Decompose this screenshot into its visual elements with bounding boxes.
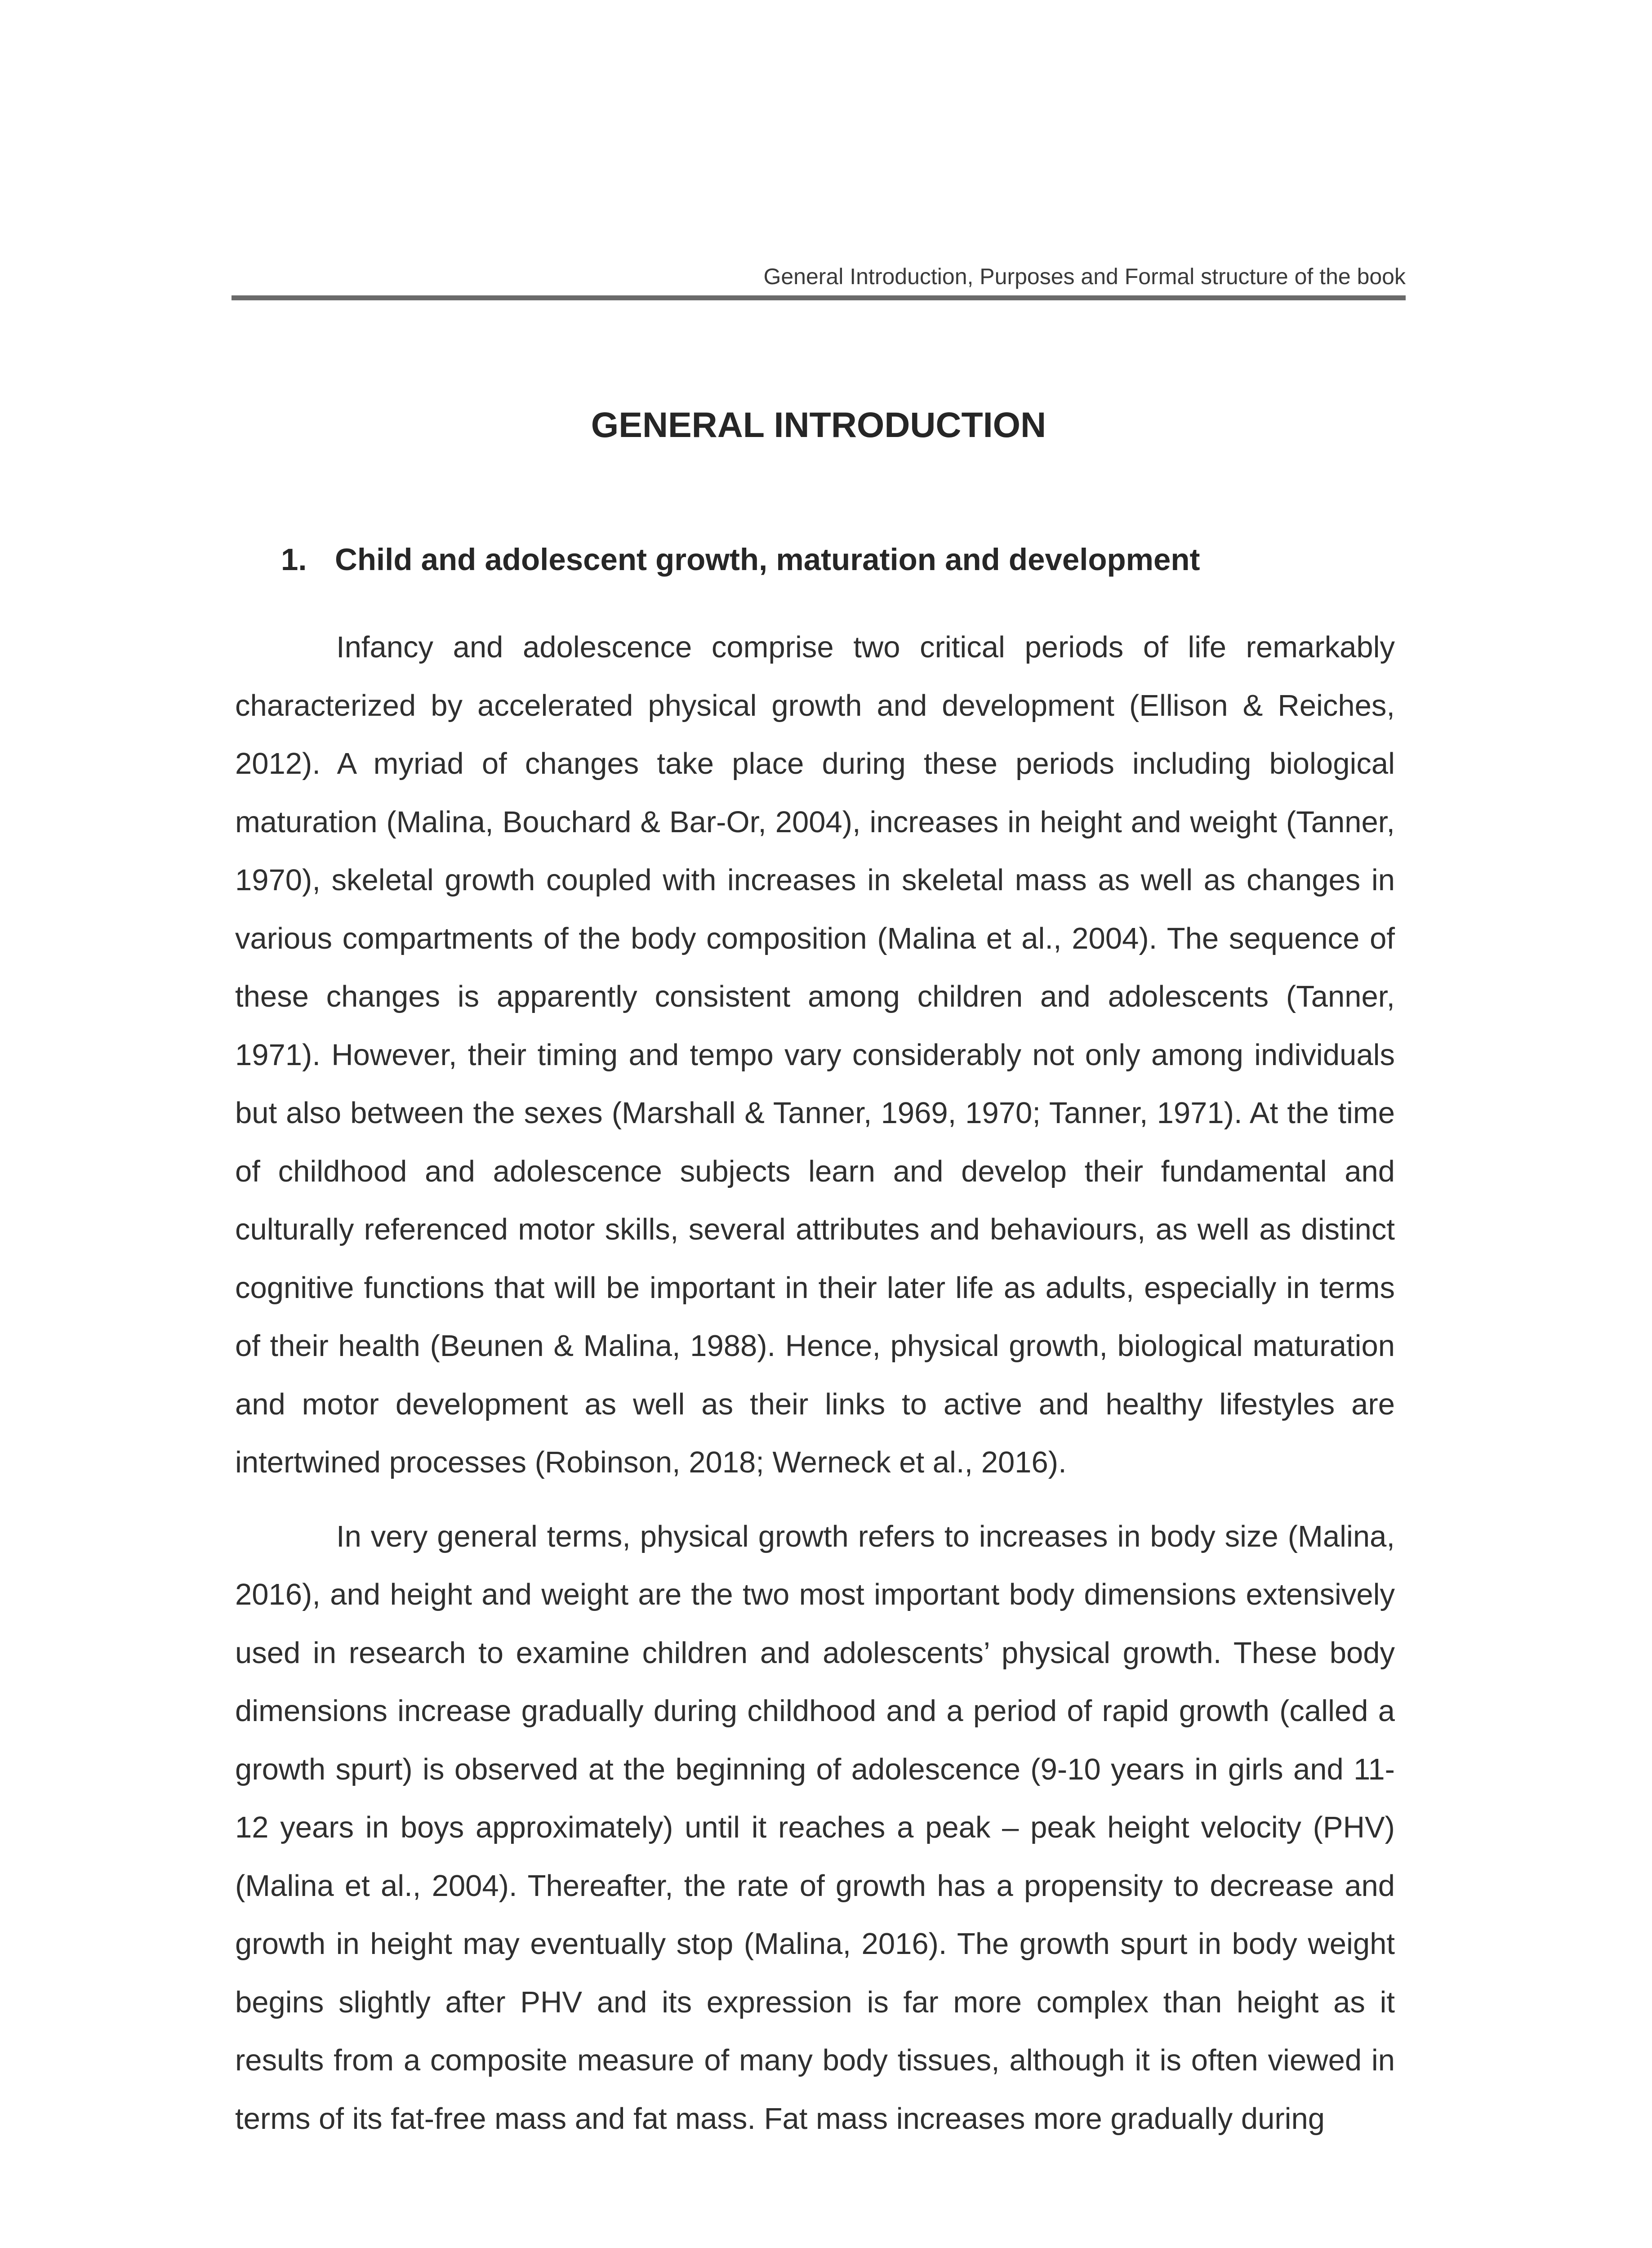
paragraph-1: Infancy and adolescence comprise two critical periods of life remarkably characterized by accelerated physical growth and development (Ellison & Reiches, 2012). A myriad of changes take place during these periods including biological maturation (Malina, Bouchard & Bar-Or, 2004), increases in height and weight (Tanner, 1970), skeletal growth coupled with increases in skeletal mass as well as changes in various compartments of the body composition (Malina et al., 2004). The sequence of these changes is apparently consistent among children and adolescents (Tanner, 1971). However, their timing and tempo vary considerably not only among individuals but also between the sexes (Marshall & Tanner, 1969, 1970; Tanner, 1971). At the time of childhood and adolescence subjects learn and develop their fundamental and culturally referenced motor skills, several attributes and behaviours, as well as distinct cognitive functions that will be important in their later life as adults, especially in terms of their health (Beunen & Malina, 1988). Hence, physical growth, biological maturation and motor development as well as their links to active and healthy lifestyles are intertwined processes (Robinson, 2018; Werneck et al., 2016).	[235, 630, 1395, 1479]
section-heading	[281, 540, 1200, 580]
section-number: 1.	[281, 542, 307, 577]
paragraph-2: In very general terms, physical growth refers to increases in body size (Malina, 2016), and height and weight are the two most important body dimensions extensively used in research to examine children and adolescents’ physical growth. These body dimensions increase gradually during childhood and a period of rapid growth (called a growth spurt) is observed at the beginning of adolescence (9-10 years in girls and 11-12 years in boys approximately) until it reaches a peak – peak height velocity (PHV) (Malina et al., 2004). Thereafter, the rate of growth has a propensity to decrease and growth in height may eventually stop (Malina, 2016). The growth spurt in body weight begins slightly after PHV and its expression is far more complex than height as it results from a composite measure of many body tissues, although it is often viewed in terms of its fat-free mass and fat mass. Fat mass increases more gradually during	[235, 1519, 1395, 2136]
body-text	[235, 618, 1395, 2163]
section-title: Child and adolescent growth, maturation and development	[335, 542, 1200, 577]
chapter-title: GENERAL INTRODUCTION	[591, 405, 1046, 445]
running-header: General Introduction, Purposes and Formal structure of the book	[763, 264, 1406, 289]
header-rule	[232, 295, 1406, 300]
